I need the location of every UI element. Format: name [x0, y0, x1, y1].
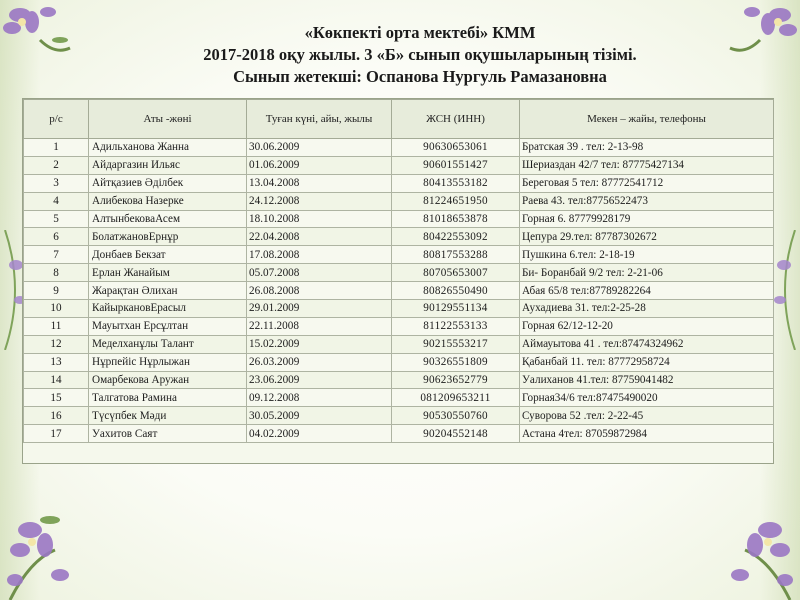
cell-address-phone: Аймауытова 41 . тел:87474324962: [520, 335, 774, 353]
class-list-title: 2017-2018 оқу жылы. 3 «Б» сынып оқушыларының тізімі.: [203, 45, 637, 64]
table-row: [24, 407, 774, 425]
header-name: Аты -жөні: [89, 100, 247, 139]
table-body: [24, 139, 774, 443]
cell-number: 7: [24, 246, 89, 264]
cell-name: Ерлан Жанайым: [89, 264, 247, 282]
cell-address-phone: Би- Боранбай 9/2 тел: 2-21-06: [520, 264, 774, 282]
cell-address-phone: Астана 4тел: 87059872984: [520, 425, 774, 443]
cell-address-phone: Цепура 29.тел: 87787302672: [520, 228, 774, 246]
table-header-row: [24, 100, 774, 139]
cell-number: 17: [24, 425, 89, 443]
cell-name: Айтқазиев Әділбек: [89, 174, 247, 192]
table-row: [24, 389, 774, 407]
cell-address-phone: Пушкина 6.тел: 2-18-19: [520, 246, 774, 264]
cell-name: Жарақтан Әлихан: [89, 282, 247, 300]
table-row: [24, 425, 774, 443]
cell-address-phone: Аухадиева 31. тел:2-25-28: [520, 300, 774, 318]
cell-iin: 90630653061: [392, 139, 520, 157]
cell-birthdate: 22.11.2008: [247, 317, 392, 335]
cell-name: Омарбекова Аружан: [89, 371, 247, 389]
cell-number: 11: [24, 317, 89, 335]
cell-number: 4: [24, 192, 89, 210]
cell-birthdate: 26.08.2008: [247, 282, 392, 300]
cell-birthdate: 09.12.2008: [247, 389, 392, 407]
cell-number: 14: [24, 371, 89, 389]
cell-address-phone: Шериаздан 42/7 тел: 87775427134: [520, 156, 774, 174]
cell-name: БолатжановЕрнұр: [89, 228, 247, 246]
table-row: [24, 353, 774, 371]
cell-name: Адильханова Жанна: [89, 139, 247, 157]
cell-birthdate: 30.06.2009: [247, 139, 392, 157]
cell-number: 8: [24, 264, 89, 282]
cell-iin: 80413553182: [392, 174, 520, 192]
flower-top-right-icon: [720, 0, 800, 70]
cell-number: 10: [24, 300, 89, 318]
cell-address-phone: Раева 43. тел:87756522473: [520, 192, 774, 210]
table-row: [24, 300, 774, 318]
table-row: [24, 246, 774, 264]
cell-iin: 90530550760: [392, 407, 520, 425]
cell-birthdate: 22.04.2008: [247, 228, 392, 246]
cell-name: Айдаргазин Ильяс: [89, 156, 247, 174]
cell-name: Мауытхан Ерсұлтан: [89, 317, 247, 335]
cell-number: 15: [24, 389, 89, 407]
cell-birthdate: 24.12.2008: [247, 192, 392, 210]
header-number: р/с: [24, 100, 89, 139]
cell-name: Алибекова Назерке: [89, 192, 247, 210]
cell-iin: 81224651950: [392, 192, 520, 210]
cell-iin: 80705653007: [392, 264, 520, 282]
cell-iin: 80422553092: [392, 228, 520, 246]
cell-birthdate: 15.02.2009: [247, 335, 392, 353]
cell-iin: 90204552148: [392, 425, 520, 443]
cell-birthdate: 05.07.2008: [247, 264, 392, 282]
cell-number: 12: [24, 335, 89, 353]
header-address-phone: Мекен – жайы, телефоны: [520, 100, 774, 139]
cell-birthdate: 01.06.2009: [247, 156, 392, 174]
cell-number: 1: [24, 139, 89, 157]
header-birthdate: Туған күні, айы, жылы: [247, 100, 392, 139]
table-row: [24, 192, 774, 210]
header-iin: ЖСН (ИНН): [392, 100, 520, 139]
class-teacher-title: Сынып жетекші: Оспанова Нургуль Рамазановна: [233, 67, 607, 86]
table-row: [24, 210, 774, 228]
cell-number: 5: [24, 210, 89, 228]
table-row: [24, 282, 774, 300]
cell-name: Уахитов Саят: [89, 425, 247, 443]
cell-birthdate: 30.05.2009: [247, 407, 392, 425]
cell-iin: 80826550490: [392, 282, 520, 300]
cell-address-phone: Братская 39 . тел: 2-13-98: [520, 139, 774, 157]
table-row: [24, 228, 774, 246]
cell-birthdate: 13.04.2008: [247, 174, 392, 192]
flower-bottom-right-icon: [710, 490, 800, 600]
cell-birthdate: 26.03.2009: [247, 353, 392, 371]
cell-name: Нұрпейіс Нұрлыжан: [89, 353, 247, 371]
cell-address-phone: Қабанбай 11. тел: 87772958724: [520, 353, 774, 371]
cell-address-phone: Горная34/6 тел:87475490020: [520, 389, 774, 407]
cell-birthdate: 23.06.2009: [247, 371, 392, 389]
cell-iin: 90326551809: [392, 353, 520, 371]
table-row: [24, 371, 774, 389]
cell-iin: 81122553133: [392, 317, 520, 335]
cell-iin: 80817553288: [392, 246, 520, 264]
cell-address-phone: Горная 62/12-12-20: [520, 317, 774, 335]
flower-bottom-left-icon: [0, 490, 90, 600]
table-row: [24, 317, 774, 335]
cell-number: 9: [24, 282, 89, 300]
cell-iin: 90601551427: [392, 156, 520, 174]
cell-address-phone: Суворова 52 .тел: 2-22-45: [520, 407, 774, 425]
cell-name: Донбаев Бекзат: [89, 246, 247, 264]
cell-name: Меделханұлы Талант: [89, 335, 247, 353]
cell-number: 13: [24, 353, 89, 371]
cell-number: 6: [24, 228, 89, 246]
cell-birthdate: 29.01.2009: [247, 300, 392, 318]
cell-address-phone: Абая 65/8 тел:87789282264: [520, 282, 774, 300]
cell-number: 3: [24, 174, 89, 192]
cell-name: КайыркановЕрасыл: [89, 300, 247, 318]
cell-birthdate: 18.10.2008: [247, 210, 392, 228]
cell-address-phone: Береговая 5 тел: 87772541712: [520, 174, 774, 192]
cell-address-phone: Горная 6. 87779928179: [520, 210, 774, 228]
table-row: [24, 156, 774, 174]
cell-name: Талгатова Рамина: [89, 389, 247, 407]
cell-birthdate: 17.08.2008: [247, 246, 392, 264]
table-row: [24, 335, 774, 353]
flower-top-left-icon: [0, 0, 80, 70]
cell-iin: 81018653878: [392, 210, 520, 228]
school-title: «Көкпекті орта мектебі» КММ: [304, 23, 536, 42]
cell-number: 16: [24, 407, 89, 425]
cell-address-phone: Уалиханов 41.тел: 87759041482: [520, 371, 774, 389]
table-row: [24, 174, 774, 192]
table-row: [24, 264, 774, 282]
cell-iin: 90623652779: [392, 371, 520, 389]
cell-birthdate: 04.02.2009: [247, 425, 392, 443]
cell-name: Түсүпбек Мәди: [89, 407, 247, 425]
student-table: [23, 99, 774, 443]
table-row: [24, 139, 774, 157]
cell-number: 2: [24, 156, 89, 174]
cell-name: АлтынбековаАсем: [89, 210, 247, 228]
student-table-container: [22, 98, 774, 464]
cell-iin: 90129551134: [392, 300, 520, 318]
cell-iin: 90215553217: [392, 335, 520, 353]
cell-iin: 081209653211: [392, 389, 520, 407]
